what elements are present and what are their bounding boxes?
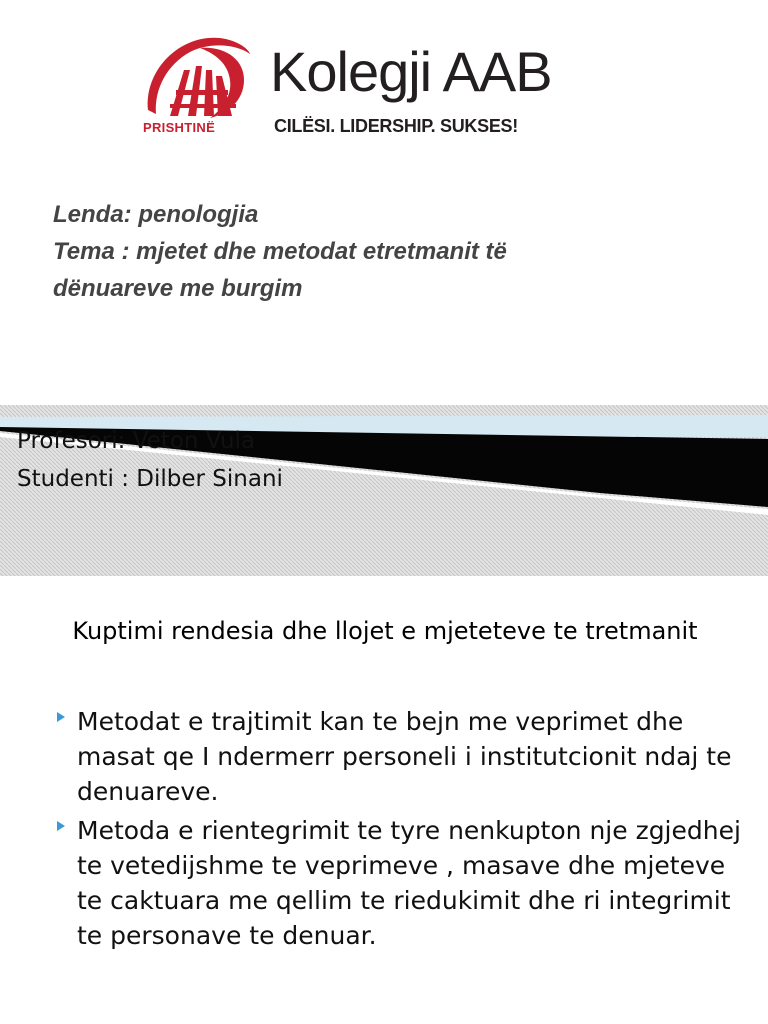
bullet-text: Metodat e trajtimit kan te bejn me veprimet dhe masat qe I ndermerr personeli i institutcionit ndaj te denuareve. [77, 707, 732, 806]
bullet-text: Metoda e rientegrimit te tyre nenkupton nje zgjedhej te vetedijshme te veprimeve , masave dhe mjeteve te caktuara me qellim te riedukimit dhe ri integrimit te personave te denuar. [77, 816, 741, 950]
topic-line-2: dënuareve me burgim [53, 275, 303, 302]
slide-2 [0, 576, 768, 1024]
professor-label: Profesori: Veton Vula [17, 428, 256, 454]
topic-line-1: Tema : mjetet dhe metodat etretmanit të [53, 238, 507, 265]
logo-title: Kolegji AAB [270, 40, 552, 103]
bullet-list [55, 704, 745, 957]
bullet-item [55, 813, 745, 953]
presenters [17, 422, 283, 498]
logo-tagline: CILËSI. LIDERSHIP. SUKSES! [274, 116, 518, 136]
bullet-item [55, 704, 745, 809]
subject-block [53, 196, 753, 307]
triangle-bullet-icon [57, 821, 65, 831]
triangle-bullet-icon [57, 712, 65, 722]
slide-2-title: Kuptimi rendesia dhe llojet e mjeteteve te tretmanit [72, 617, 698, 645]
subject-line: Lenda: penologjia [53, 201, 259, 228]
logo-city-label: PRISHTINË [143, 120, 216, 135]
student-label: Studenti : Dilber Sinani [17, 466, 283, 492]
